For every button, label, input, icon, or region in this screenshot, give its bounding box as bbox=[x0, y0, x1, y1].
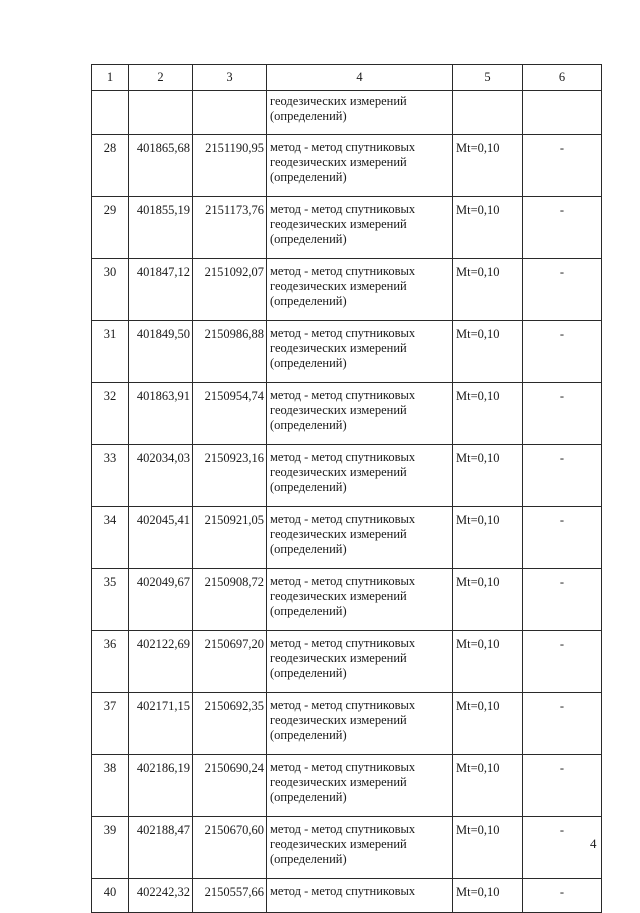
coordinate-x: 402242,32 bbox=[129, 879, 193, 913]
table-row bbox=[92, 817, 602, 879]
coordinate-y: 2150690,24 bbox=[193, 755, 267, 817]
method-line: геодезических измерений bbox=[270, 279, 407, 293]
accuracy-value: Mt=0,10 bbox=[453, 321, 523, 383]
method-cell bbox=[267, 507, 453, 569]
table-row-last bbox=[92, 879, 602, 913]
point-number: 31 bbox=[92, 321, 129, 383]
method-line: (определений) bbox=[270, 294, 347, 308]
method-line: метод - метод спутниковых bbox=[270, 326, 416, 340]
method-cell bbox=[267, 445, 453, 507]
coordinate-y: 2150923,16 bbox=[193, 445, 267, 507]
method-line: (определений) bbox=[270, 356, 347, 370]
method-line: геодезических измерений bbox=[270, 403, 407, 417]
table-row bbox=[92, 631, 602, 693]
coordinate-x: 402122,69 bbox=[129, 631, 193, 693]
method-line: геодезических измерений bbox=[270, 837, 407, 851]
note-value: - bbox=[523, 135, 602, 197]
method-line: (определений) bbox=[270, 109, 347, 123]
method-line: (определений) bbox=[270, 542, 347, 556]
method-cell bbox=[267, 879, 453, 913]
coordinate-x: 401855,19 bbox=[129, 197, 193, 259]
method-cell bbox=[267, 569, 453, 631]
method-line: метод - метод спутниковых bbox=[270, 636, 416, 650]
note-value: - bbox=[523, 569, 602, 631]
method-line: метод - метод спутниковых bbox=[270, 450, 416, 464]
table-row bbox=[92, 383, 602, 445]
method-line: метод - метод спутниковых bbox=[270, 512, 416, 526]
method-line: (определений) bbox=[270, 666, 347, 680]
point-number: 28 bbox=[92, 135, 129, 197]
method-line: (определений) bbox=[270, 232, 347, 246]
point-number: 29 bbox=[92, 197, 129, 259]
continuation-cell-note bbox=[523, 91, 602, 135]
coordinate-x: 401863,91 bbox=[129, 383, 193, 445]
method-line: геодезических измерений bbox=[270, 589, 407, 603]
column-header-2: 2 bbox=[129, 65, 193, 91]
method-cell bbox=[267, 321, 453, 383]
method-line: (определений) bbox=[270, 604, 347, 618]
coordinate-y: 2150697,20 bbox=[193, 631, 267, 693]
coordinate-x: 402171,15 bbox=[129, 693, 193, 755]
coordinate-x: 401849,50 bbox=[129, 321, 193, 383]
method-cell bbox=[267, 135, 453, 197]
method-line: метод - метод спутниковых bbox=[270, 884, 416, 898]
method-line: геодезических измерений bbox=[270, 341, 407, 355]
method-line: (определений) bbox=[270, 852, 347, 866]
continuation-cell-number bbox=[92, 91, 129, 135]
method-cell bbox=[267, 383, 453, 445]
continuation-method-cell bbox=[267, 91, 453, 135]
coordinate-y: 2150670,60 bbox=[193, 817, 267, 879]
accuracy-value: Mt=0,10 bbox=[453, 569, 523, 631]
column-header-4: 4 bbox=[267, 65, 453, 91]
method-line: метод - метод спутниковых bbox=[270, 822, 416, 836]
accuracy-value: Mt=0,10 bbox=[453, 879, 523, 913]
method-line: геодезических измерений bbox=[270, 527, 407, 541]
table-row bbox=[92, 445, 602, 507]
coordinate-x: 402186,19 bbox=[129, 755, 193, 817]
method-line: (определений) bbox=[270, 170, 347, 184]
coordinates-table bbox=[91, 64, 602, 913]
method-line: геодезических измерений bbox=[270, 155, 407, 169]
table-row bbox=[92, 321, 602, 383]
column-header-6: 6 bbox=[523, 65, 602, 91]
method-line: геодезических измерений bbox=[270, 94, 407, 108]
continuation-cell-accuracy bbox=[453, 91, 523, 135]
coordinate-x: 402034,03 bbox=[129, 445, 193, 507]
point-number: 37 bbox=[92, 693, 129, 755]
accuracy-value: Mt=0,10 bbox=[453, 135, 523, 197]
method-line: (определений) bbox=[270, 418, 347, 432]
point-number: 36 bbox=[92, 631, 129, 693]
coordinate-y: 2150921,05 bbox=[193, 507, 267, 569]
method-line: геодезических измерений bbox=[270, 651, 407, 665]
coordinate-y: 2150954,74 bbox=[193, 383, 267, 445]
accuracy-value: Mt=0,10 bbox=[453, 817, 523, 879]
method-line: геодезических измерений bbox=[270, 713, 407, 727]
table-header-row bbox=[92, 65, 602, 91]
point-number: 39 bbox=[92, 817, 129, 879]
method-line: геодезических измерений bbox=[270, 465, 407, 479]
method-line: (определений) bbox=[270, 480, 347, 494]
coordinate-x: 402049,67 bbox=[129, 569, 193, 631]
note-value: - bbox=[523, 259, 602, 321]
column-header-1: 1 bbox=[92, 65, 129, 91]
accuracy-value: Mt=0,10 bbox=[453, 259, 523, 321]
method-line: геодезических измерений bbox=[270, 217, 407, 231]
note-value: - bbox=[523, 817, 602, 879]
method-cell bbox=[267, 693, 453, 755]
method-line: метод - метод спутниковых bbox=[270, 140, 416, 154]
method-cell bbox=[267, 817, 453, 879]
page-number: 4 bbox=[590, 836, 597, 851]
note-value: - bbox=[523, 631, 602, 693]
coordinate-y: 2150908,72 bbox=[193, 569, 267, 631]
method-line: (определений) bbox=[270, 790, 347, 804]
accuracy-value: Mt=0,10 bbox=[453, 383, 523, 445]
method-line: метод - метод спутниковых bbox=[270, 202, 416, 216]
continuation-cell-y bbox=[193, 91, 267, 135]
accuracy-value: Mt=0,10 bbox=[453, 631, 523, 693]
method-cell bbox=[267, 259, 453, 321]
accuracy-value: Mt=0,10 bbox=[453, 445, 523, 507]
note-value: - bbox=[523, 755, 602, 817]
table-row bbox=[92, 135, 602, 197]
point-number: 40 bbox=[92, 879, 129, 913]
note-value: - bbox=[523, 445, 602, 507]
method-line: метод - метод спутниковых bbox=[270, 574, 416, 588]
method-line: (определений) bbox=[270, 728, 347, 742]
note-value: - bbox=[523, 383, 602, 445]
accuracy-value: Mt=0,10 bbox=[453, 755, 523, 817]
table-row bbox=[92, 755, 602, 817]
method-cell bbox=[267, 755, 453, 817]
table-row bbox=[92, 569, 602, 631]
note-value: - bbox=[523, 507, 602, 569]
coordinate-x: 401847,12 bbox=[129, 259, 193, 321]
note-value: - bbox=[523, 693, 602, 755]
method-cell bbox=[267, 631, 453, 693]
table-row bbox=[92, 197, 602, 259]
column-header-5: 5 bbox=[453, 65, 523, 91]
continuation-cell-x bbox=[129, 91, 193, 135]
accuracy-value: Mt=0,10 bbox=[453, 507, 523, 569]
point-number: 32 bbox=[92, 383, 129, 445]
coordinate-y: 2150986,88 bbox=[193, 321, 267, 383]
continuation-row bbox=[92, 91, 602, 135]
table-row bbox=[92, 507, 602, 569]
table-row bbox=[92, 693, 602, 755]
coordinate-y: 2150692,35 bbox=[193, 693, 267, 755]
coordinate-y: 2151173,76 bbox=[193, 197, 267, 259]
point-number: 38 bbox=[92, 755, 129, 817]
method-line: метод - метод спутниковых bbox=[270, 388, 416, 402]
method-line: метод - метод спутниковых bbox=[270, 698, 416, 712]
coordinate-x: 402188,47 bbox=[129, 817, 193, 879]
note-value: - bbox=[523, 321, 602, 383]
coordinate-x: 401865,68 bbox=[129, 135, 193, 197]
accuracy-value: Mt=0,10 bbox=[453, 197, 523, 259]
method-line: геодезических измерений bbox=[270, 775, 407, 789]
column-header-3: 3 bbox=[193, 65, 267, 91]
accuracy-value: Mt=0,10 bbox=[453, 693, 523, 755]
table-row bbox=[92, 259, 602, 321]
coordinate-x: 402045,41 bbox=[129, 507, 193, 569]
method-line: метод - метод спутниковых bbox=[270, 760, 416, 774]
note-value: - bbox=[523, 879, 602, 913]
coordinate-y: 2151190,95 bbox=[193, 135, 267, 197]
point-number: 34 bbox=[92, 507, 129, 569]
method-line: метод - метод спутниковых bbox=[270, 264, 416, 278]
point-number: 35 bbox=[92, 569, 129, 631]
point-number: 30 bbox=[92, 259, 129, 321]
note-value: - bbox=[523, 197, 602, 259]
coordinate-y: 2150557,66 bbox=[193, 879, 267, 913]
point-number: 33 bbox=[92, 445, 129, 507]
method-cell bbox=[267, 197, 453, 259]
coordinate-y: 2151092,07 bbox=[193, 259, 267, 321]
